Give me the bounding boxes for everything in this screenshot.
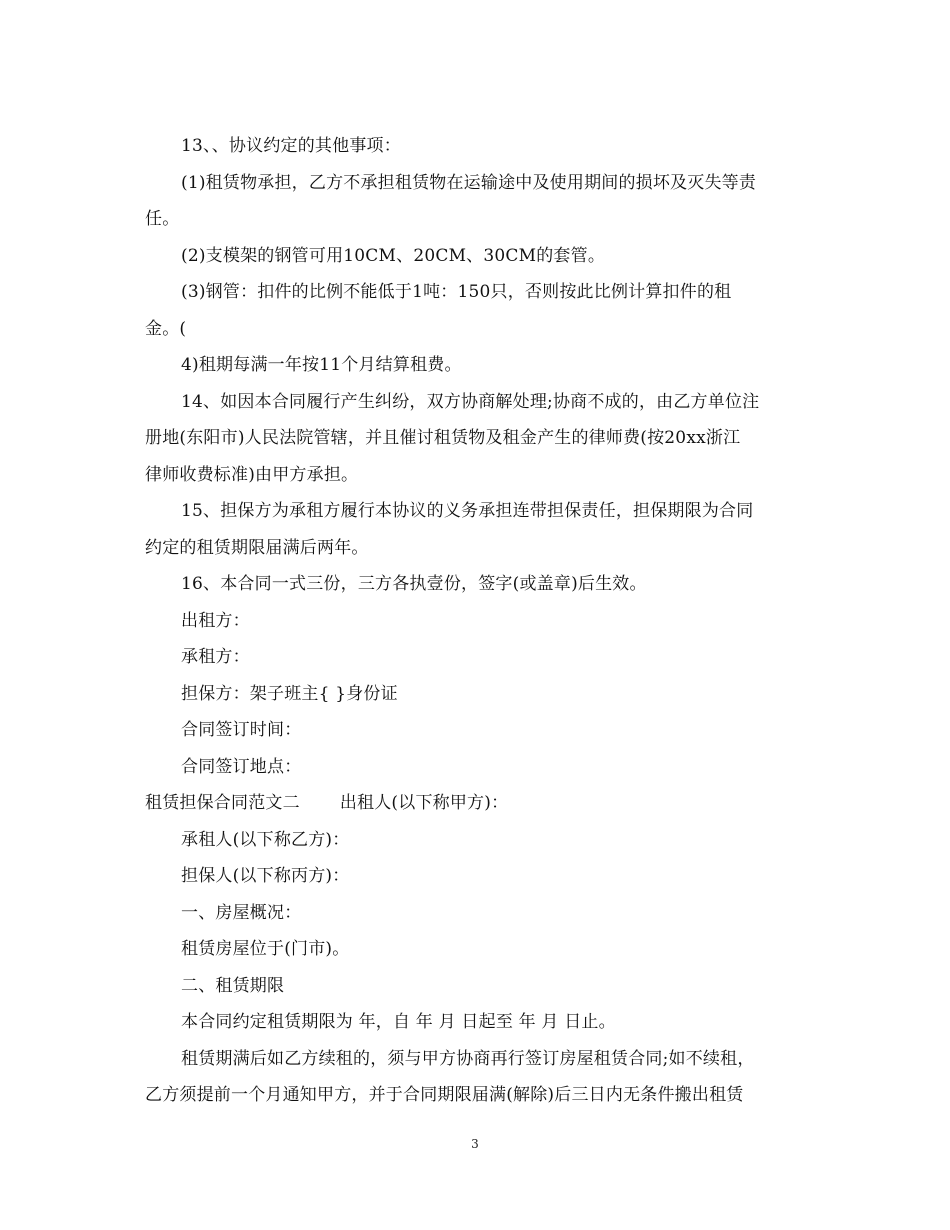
paragraph-line: 册地(东阳市)人民法院管辖，并且催讨租赁物及租金产生的律师费(按20xx浙江 (145, 428, 741, 448)
signing-place-field: 合同签订地点： (181, 756, 302, 777)
paragraph-line: 担保人(以下称丙方)： (181, 866, 350, 886)
paragraph-line: 承租人(以下称乙方)： (181, 829, 350, 850)
signing-date-field: 合同签订时间： (181, 720, 302, 740)
paragraph-line: 14、如因本合同履行产生纠纷，双方协商解处理;协商不成的，由乙方单位注 (181, 391, 760, 412)
paragraph-line: 约定的租赁期限届满后两年。 (145, 537, 369, 558)
paragraph-line: (3)钢管：扣件的比例不能低于1吨：150只，否则按此比例计算扣件的租 (181, 282, 732, 302)
paragraph-line: 二、租赁期限 (181, 975, 285, 996)
paragraph-line: 租赁房屋位于(门市)。 (181, 939, 350, 959)
signature-field-lessee: 承租方： (181, 647, 250, 667)
paragraph-line: 一、房屋概况： (181, 902, 302, 923)
document-body (145, 128, 810, 1114)
paragraph-line: 任。 (145, 209, 180, 229)
signature-field-guarantor: 担保方：架子班主{ }身份证 (181, 683, 398, 704)
paragraph-line: 租赁期满后如乙方续租的，须与甲方协商再行签订房屋租赁合同;如不续租， (181, 1048, 755, 1069)
paragraph-line: 金。( (145, 318, 187, 339)
paragraph-line: 乙方须提前一个月通知甲方，并于合同期限届满(解除)后三日内无条件搬出租赁 (145, 1085, 744, 1105)
paragraph-line: 律师收费标准)由甲方承担。 (145, 464, 359, 485)
paragraph-line: (1)租赁物承担，乙方不承担租赁物在运输途中及使用期间的损坏及灭失等责 (181, 172, 757, 193)
page-number: 3 (471, 1137, 479, 1151)
paragraph-text: 出租人(以下称甲方)： (339, 793, 509, 813)
paragraph-line: 16、本合同一式三份，三方各执壹份，签字(或盖章)后生效。 (181, 574, 647, 594)
paragraph-line: (2)支模架的钢管可用10CM、20CM、30CM的套管。 (181, 245, 606, 266)
paragraph-line: 15、担保方为承租方履行本协议的义务承担连带担保责任，担保期限为合同 (181, 501, 754, 521)
paragraph-line: 本合同约定租赁期限为 年，自 年 月 日起至 年 月 日止。 (181, 1012, 616, 1032)
signature-field-lessor: 出租方： (181, 610, 250, 631)
section-title: 租赁担保合同范文二 (145, 793, 300, 813)
section-heading-line (145, 785, 810, 822)
paragraph-line: 4)租期每满一年按11个月结算租费。 (181, 355, 462, 375)
paragraph-line: 13、、协议约定的其他事项： (181, 136, 401, 156)
